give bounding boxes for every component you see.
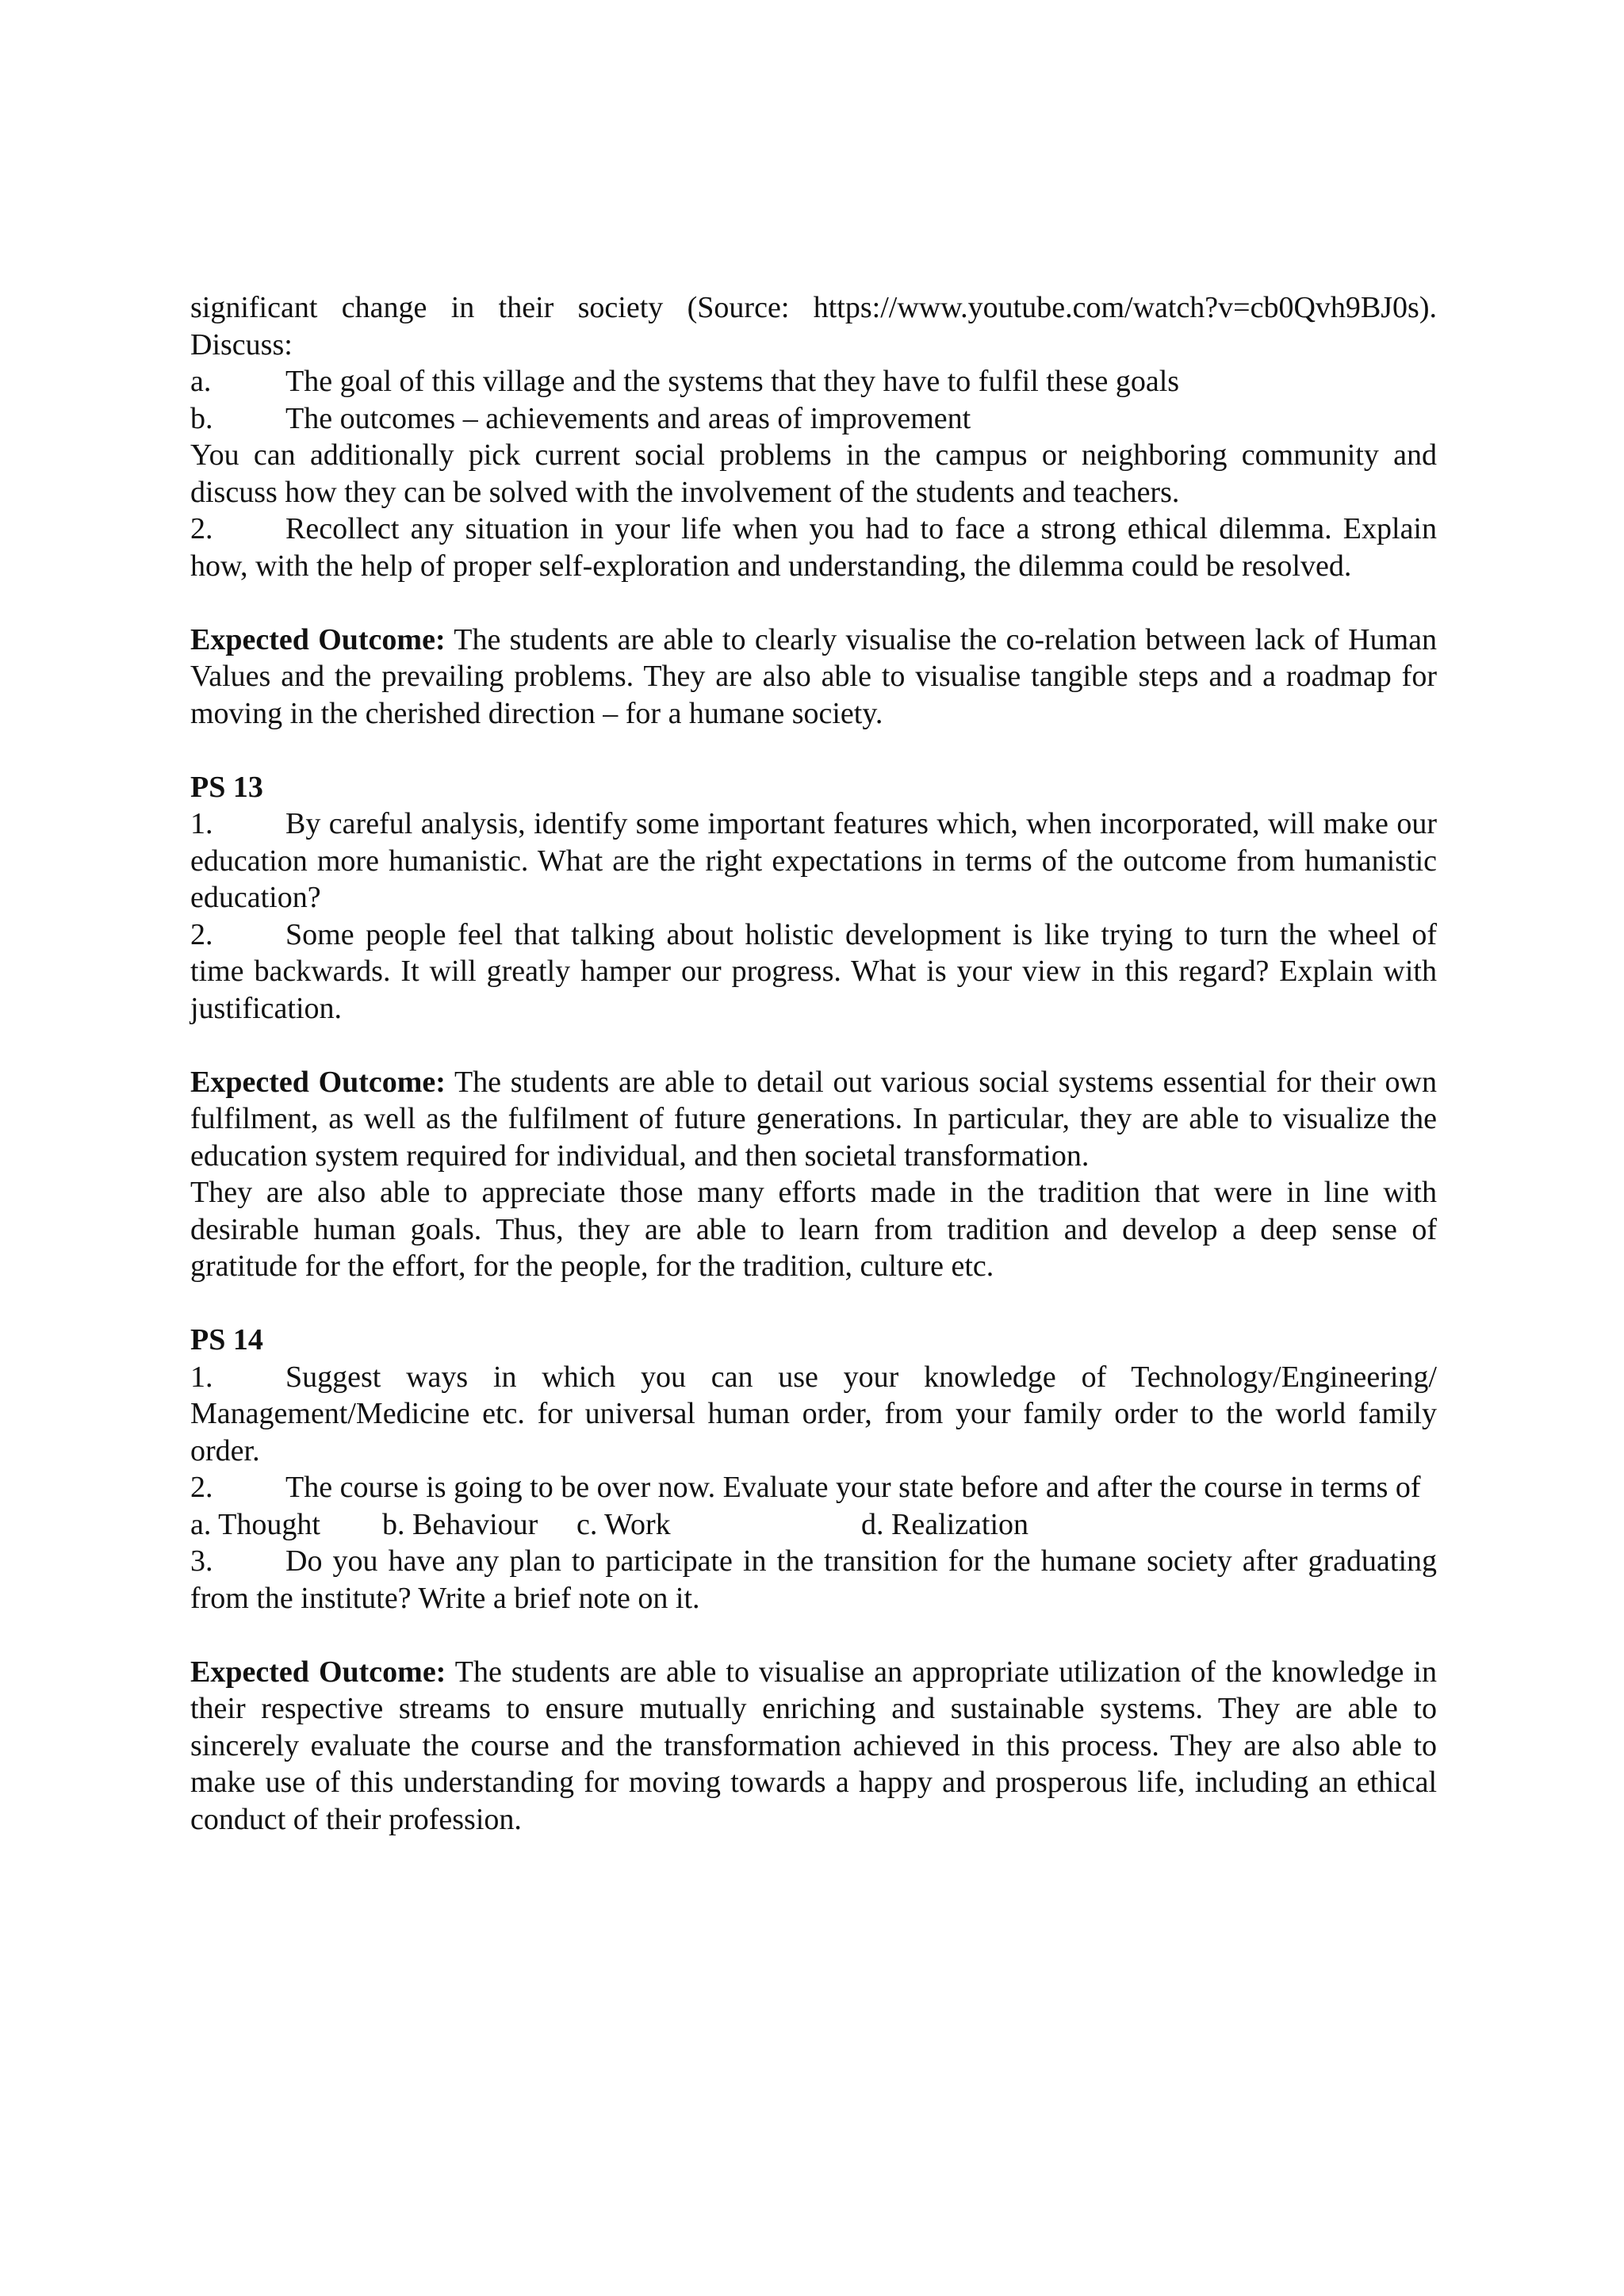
- option-item: c. Work: [576, 1507, 671, 1541]
- option-item: d. Realization: [861, 1507, 1029, 1541]
- outcome-label: Expected Outcome:: [190, 622, 446, 656]
- question-text: Recollect any situation in your life when you had to face a strong ethical dilemma. Explain how, with the help of proper self-exploration and understanding, the dilemma could be resolved.: [190, 512, 1437, 583]
- question-text: By careful analysis, identify some important features which, when incorporated, will make our education more humanistic. What are the right expectations in terms of the outcome from humanistic education?: [190, 807, 1437, 914]
- question-text: Some people feel that talking about holistic development is like trying to turn the wheel of time backwards. It will greatly hamper our progress. What is your view in this regard? Explain with justification.: [190, 917, 1437, 1025]
- expected-outcome-2: [190, 1064, 1437, 1175]
- question-number: 3.: [190, 1544, 213, 1578]
- question-item: [190, 1359, 1437, 1470]
- list-item: [190, 400, 1437, 438]
- outcome-label: Expected Outcome:: [190, 1065, 446, 1099]
- list-item: [190, 363, 1437, 400]
- intro-discuss: Discuss:: [190, 327, 293, 362]
- question-item: [190, 916, 1437, 1027]
- intro-extra: You can additionally pick current social problems in the campus or neighboring community and discuss how they can be solved with the involvement of the students and teachers.: [190, 438, 1437, 509]
- question-number: 2.: [190, 512, 213, 545]
- intro-line: significant change in their society (Source: https://www.youtube.com/watch?v=cb0Qvh9BJ0s).: [190, 291, 1437, 324]
- question-text: The course is going to be over now. Evaluate your state before and after the course in terms of: [285, 1471, 1421, 1504]
- expected-outcome-1: [190, 622, 1437, 733]
- question-item: [190, 1543, 1437, 1617]
- option-item: a. Thought: [190, 1507, 320, 1541]
- question-number: 1.: [190, 807, 213, 840]
- document-page: [190, 289, 1437, 1838]
- options-row: [190, 1506, 1437, 1544]
- list-text: The goal of this village and the systems that they have to fulfil these goals: [285, 365, 1180, 398]
- expected-outcome-3: [190, 1654, 1437, 1839]
- outcome-text: The students are able to detail out various social systems essential for their own fulfilment, as well as the fulfilment of future generations. In particular, they are able to visualize the education system required for individual, and then societal transformation.: [190, 1065, 1437, 1173]
- question-text: Suggest ways in which you can use your knowledge of Technology/Engineering/ Management/Medicine etc. for universal human order, from your family order to the world family order.: [190, 1360, 1437, 1468]
- section-title-ps13: PS 13: [190, 770, 263, 804]
- list-text: The outcomes – achievements and areas of improvement: [285, 401, 971, 435]
- question-number: 1.: [190, 1360, 213, 1394]
- question-item: [190, 511, 1437, 584]
- list-marker: a.: [190, 365, 212, 398]
- outcome-text: The students are able to visualise an appropriate utilization of the knowledge in their respective streams to ensure mutually enriching and sustainable systems. They are able to sincerely evaluate the course and the transformation achieved in this process. They are also able to make use of this understanding for moving towards a happy and prosperous life, including an ethical conduct of their profession.: [190, 1655, 1437, 1836]
- outcome-text-continued: They are also able to appreciate those many efforts made in the tradition that were in line with desirable human goals. Thus, they are able to learn from tradition and develop a deep sense of gratitude for the effort, for the people, for the tradition, culture etc.: [190, 1176, 1437, 1283]
- question-item: [190, 1469, 1437, 1506]
- question-number: 2.: [190, 917, 213, 951]
- outcome-text: The students are able to clearly visualise the co-relation between lack of Human Values and the prevailing problems. They are also able to visualise tangible steps and a roadmap for moving in the cherished direction – for a humane society.: [190, 622, 1437, 730]
- list-marker: b.: [190, 401, 213, 435]
- question-item: [190, 806, 1437, 916]
- option-item: b. Behaviour: [382, 1507, 538, 1541]
- question-text: Do you have any plan to participate in the transition for the humane society after graduating from the institute? Write a brief note on it.: [190, 1544, 1437, 1615]
- section-title-ps14: PS 14: [190, 1323, 263, 1357]
- outcome-label: Expected Outcome:: [190, 1655, 446, 1689]
- question-number: 2.: [190, 1471, 213, 1504]
